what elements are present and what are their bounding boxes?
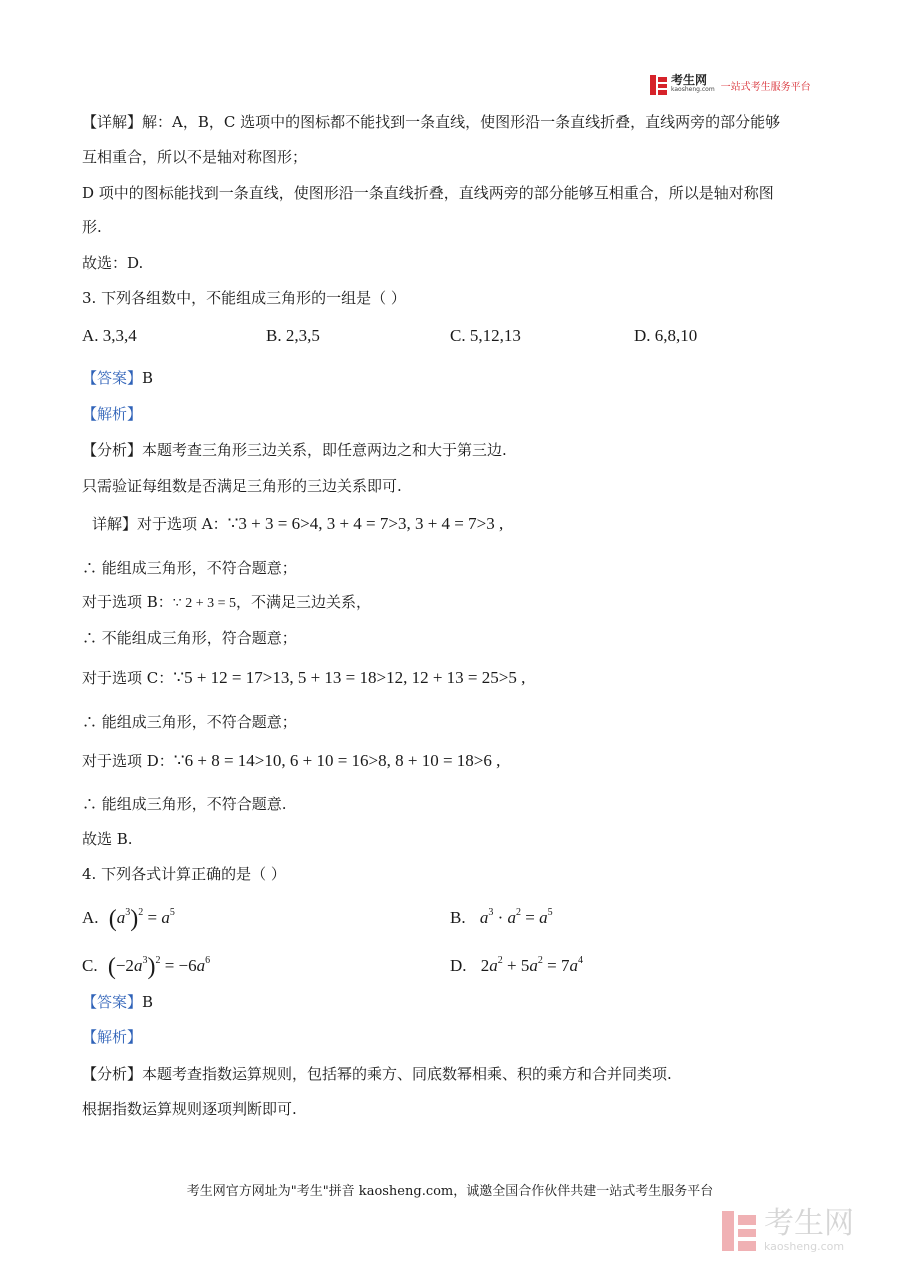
q4-option-b-label: B. [450, 908, 466, 927]
detail-a-prefix: 详解】对于选项 A： [92, 515, 228, 533]
detail-line-1 [82, 112, 780, 132]
q3-analysis-tag: 【解析】 [82, 405, 143, 423]
detail-d-math: ∵6 + 8 = 14>10, 6 + 10 = 16>8, 8 + 10 = 18>6 , [173, 751, 501, 770]
q3-detail-c [82, 668, 525, 688]
q4-answer [82, 992, 153, 1012]
watermark [722, 1208, 854, 1253]
detail-b-math: ∵ 2 + 3 = 5 [172, 596, 236, 611]
q4-analysis-2: 根据指数运算规则逐项判断即可. [82, 1100, 297, 1118]
detail-b-prefix: 对于选项 B： [82, 593, 173, 611]
q3-detail-d [82, 751, 500, 771]
detail-b-post: ，不满足三边关系， [236, 593, 372, 611]
q3-option-b: B. 2,3,5 [266, 326, 320, 345]
q3-analysis [82, 440, 507, 460]
q4-option-a: A. $(a^3)^2 = a^5$ [82, 906, 175, 932]
q3-option-a: A. 3,3,4 [82, 326, 137, 345]
answer-choice-line: 故选：D. [82, 254, 144, 272]
header-logo-text: 考生网 [671, 73, 708, 87]
q3-detail-b-conclusion: ∴ 不能组成三角形，符合题意； [82, 629, 297, 647]
detail-a-math: ∵3 + 3 = 6>4, 3 + 4 = 7>3, 3 + 4 = 7>3 , [227, 514, 504, 533]
q3-option-d: D. 6,8,10 [634, 326, 698, 345]
q3-analysis-2: 只需验证每组数是否满足三角形的三边关系即可. [82, 477, 402, 495]
analysis-tag-4: 【分析】 [82, 1065, 143, 1083]
q3-detail-a-conclusion: ∴ 能组成三角形，不符合题意； [82, 559, 297, 577]
q3-detail-d-conclusion: ∴ 能组成三角形，不符合题意. [82, 795, 287, 813]
question-4: 4. 下列各式计算正确的是（ ） [82, 865, 286, 883]
answer-tag: 【答案】 [82, 369, 143, 387]
analysis-text: 本题考查三角形三边关系，即任意两边之和大于第三边. [142, 441, 507, 459]
page-footer: 考生网官方网址为"考生"拼音 kaosheng.com，诚邀全国合作伙伴共建一站式考生服务平台 [186, 1184, 714, 1199]
question-3: 3. 下列各组数中，不能组成三角形的一组是（ ） [82, 289, 406, 307]
detail-c-math: ∵5 + 12 = 17>13, 5 + 13 = 18>12, 12 + 13 = 25>5 , [173, 668, 526, 687]
analysis-tag: 【分析】 [82, 441, 143, 459]
answer-value: B [142, 369, 154, 387]
q3-detail-a [92, 514, 503, 534]
kaosheng-logo-icon [650, 75, 668, 95]
header-slogan: 一站式考生服务平台 [720, 81, 811, 93]
q4-option-d: D. $2a^2 + 5a^2 = 7a^4$ [450, 955, 583, 975]
q4-analysis-tag: 【解析】 [82, 1028, 143, 1046]
detail-line-2: 互相重合，所以不是轴对称图形； [82, 148, 308, 166]
detail-d-prefix: 对于选项 D： [82, 752, 174, 770]
q3-detail-b [82, 592, 371, 614]
q3-detail-c-conclusion: ∴ 能组成三角形，不符合题意； [82, 713, 297, 731]
header-logo-sub: kaosheng.com [671, 86, 715, 93]
answer-tag-4: 【答案】 [82, 993, 143, 1011]
detail-line-4: 形. [82, 218, 102, 236]
q4-option-c-label: C. [82, 956, 98, 975]
q4-option-c: C. $(-2a^3)^2 = -6a^6$ [82, 954, 211, 980]
q3-final-choice: 故选 B. [82, 830, 133, 848]
detail-c-prefix: 对于选项 C： [82, 669, 174, 687]
q4-option-d-label: D. [450, 956, 467, 975]
q4-option-b: B. $a^3 \cdot a^2 = a^5$ [450, 907, 553, 927]
header-logo [650, 74, 811, 96]
answer-value-4: B [142, 993, 154, 1011]
q3-answer [82, 368, 153, 388]
q3-option-c: C. 5,12,13 [450, 326, 521, 345]
watermark-logo-icon [722, 1210, 758, 1252]
detail-line-3: D 项中的图标能找到一条直线，使图形沿一条直线折叠，直线两旁的部分能够互相重合，所以是轴对称图 [82, 184, 774, 202]
analysis-text-4: 本题考查指数运算规则，包括幂的乘方、同底数幂相乘、积的乘方和合并同类项. [142, 1065, 672, 1083]
watermark-text: 考生网 [764, 1206, 854, 1241]
q4-option-a-label: A. [82, 908, 99, 927]
q4-analysis [82, 1064, 672, 1084]
detail-tag: 【详解】 [82, 113, 143, 131]
detail-text: 解：A，B，C 选项中的图标都不能找到一条直线，使图形沿一条直线折叠，直线两旁的部分能够 [142, 113, 781, 131]
watermark-sub: kaosheng.com [764, 1240, 845, 1253]
